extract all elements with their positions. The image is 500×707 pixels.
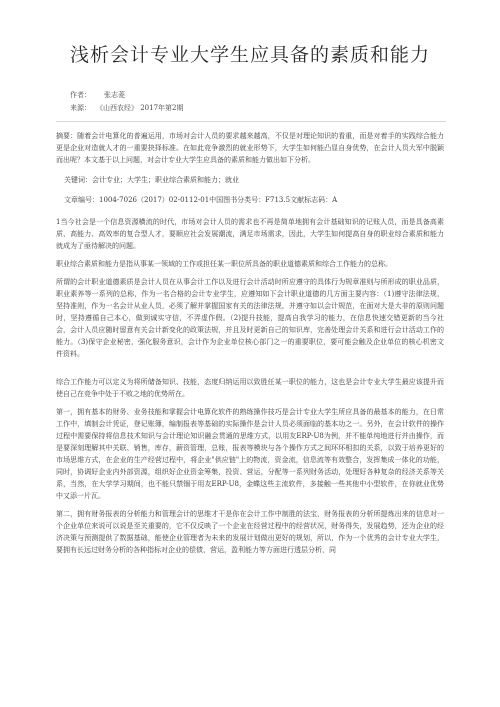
document-info: 文章编号：1004-7026（2017）02-0112-01中国图书分类号：F713.5文献标志码：A [64, 196, 338, 204]
author-label: 作者： [70, 91, 91, 99]
body-paragraph: 职业综合素质和能力是指从事某一领域的工作或担任某一职位所具备的职业道德素质和综合工作能力的总称。 [56, 260, 392, 268]
source-line [70, 102, 444, 115]
header-divider [56, 121, 446, 122]
body-paragraph: 所谓的会计职业道德素质是会计人员在从事会计工作以及进行会计活动时所应遵守的具体行为规章准则与所形成的职业品质，职业素养等一系列的总称，作为一名合格的会计专业学生，应遵知如下会计职业道德的几方面主要内容：（1)遵守法律法规，坚持准则，作为一名会计从业人员，必须了解并掌握国家有关的法律法规，并遵守如以会计规范，在面对大是大非的原则问题时，坚持遵循自己本心，做到诚实守信，不弄虚作假。（2)提升技能，提高自我学习的能力，在信息快速交错更新的当今社会，会计人员应随时留意有关会计新变化的政策法规，并且及时更新自己的知识库，完善处理会计关系和进行会计活动工作的能力。（3)保守企业秘密，强化服务意识，会计作为企业单位核心部门之一的重要职位，要可能会触及企业单位的核心机密文件资料。 [56, 278, 444, 358]
author-name: 张志菱 [104, 91, 125, 99]
keywords: 关键词：会计专业；大学生；职业综合素质和能力；就业 [64, 176, 239, 184]
abstract: 摘要：随着会计电算化的普遍运用，市场对会计人员的要求越来越高，不仅是对理论知识的看重，而是对着手的实践综合能力更是企业对造就人才的一重要抉择标准。在如此竞争激烈的就业形势下，大学生如何能凸显自身优势，在会计人员大军中脱颖而出呢？本文基于以上问题，对会计专业大学生应具备的素质和能力做出如下分析。 [56, 132, 444, 164]
body-text [56, 216, 444, 556]
body-paragraph: 第二，拥有财务报表的分析能力和管理会计的思维才干是你在会计工作中制胜的法宝，财务报表的分析所提炼出来的信息对一个企业单位来说可以说是至关重要的，它不仅反映了一个企业在经营过程中的经营状况，财务得失，发展趋势，还为企业的经济决策与预测提供了数据基础，能使企业管理者为未来的发展计划做出更好的规划，所以，作为一个优秀的会计专业大学生，要拥有长远过财务分析的各种指标对企业的偿债，营运，盈利能力等方面进行透层分析，同 [56, 510, 444, 554]
body-paragraph: 第一，拥有基本的财务、业务技能和掌握会计电算化软件的熟练操作技巧是会计专业大学生所应具备的最基本的能力，在日常工作中，填制会计凭证，登记账簿，编制报表等基础的实际操作是会计人员必须面临的基本功之一。另外，在会计软件的操作过程中需要保持将信息技术知识与会计理论知识融会贯通的思维方式，以用友ERP-U8为例，并不能单纯地进行并由操作，而是要深刻理解其中关联、销售，库存，薪资管理，总账，报表等模块与各个操作方式之间环环相扣的关系，以致于培养更好的市场思维方式，在企业的生产经营过程中，将企业"供应链"上的物流，资金流，信息流等有效整合，发挥集成一体化的功能，同时，协调好企业内外部资源，组织好企业资金筹集，投资、营运，分配等一系列财务活动，处理好各种复杂的经济关系等关系，当然，在大学学习期间，也不能只禁锢于用友ERP-U8，金蝶这些主流软件，多接触一些其他中小型软件，在你就业优势中又添一片瓦。 [56, 408, 444, 500]
author-line [70, 89, 444, 102]
body-paragraph: 1当今社会是一个信息资源横流的时代，市场对会计人员的需求也不再是简单地拥有会计基础知识的记账人员，而是具备高素质、高能力、高效率的复合型人才，要顺应社会发展潮流，满足市场需求，因此，大学生如何提高自身的职业综合素质和能力就成为了亟待解决的问题。 [56, 218, 444, 250]
source-value: 《山西农经》 2017年第2期 [96, 104, 184, 112]
body-paragraph: 综合工作能力可以定义为将所储备知识、技能，态度归纳运用以致胜任某一职位的能力，这也是会计专业大学生最应该提升而使自己在竞争中处于不败之地的优势所在。 [56, 378, 444, 398]
paper-title: 浅析会计专业大学生应具备的素质和能力 [70, 44, 431, 66]
source-label: 来源： [70, 104, 91, 112]
paper-meta [70, 89, 444, 115]
